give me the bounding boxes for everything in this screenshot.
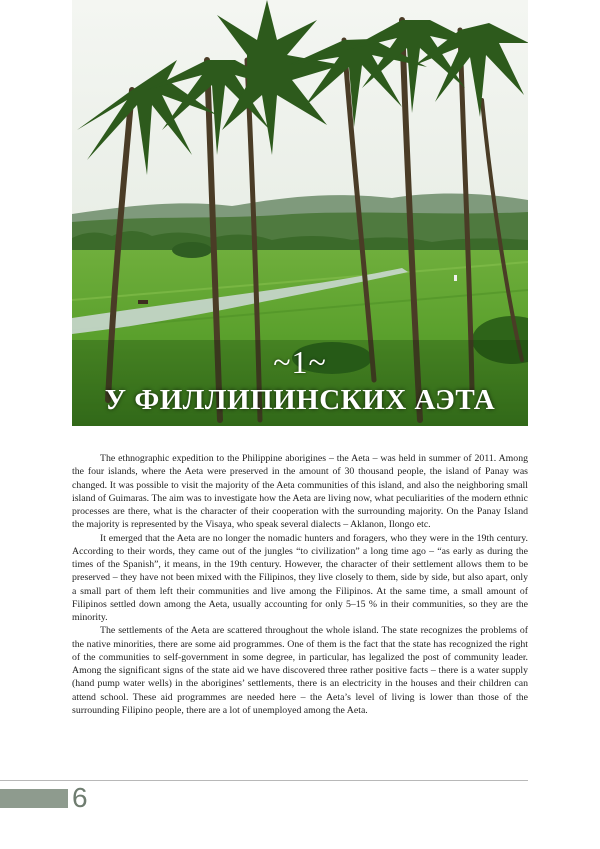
body-text (72, 452, 528, 717)
footer-rule (0, 780, 528, 781)
chapter-title: У ФИЛЛИПИНСКИХ АЭТА (104, 384, 496, 416)
paragraph: The settlements of the Aeta are scattered throughout the whole island. The state recognizes the problems of the native minorities, there are some aid programmes. One of them is the fact that the state has recognized the right of the communities to self-government in some degree, in particular, has legalized the post of community leader. Among the significant signs of the state aid we have discovered three rather positive facts – there is a water supply (hand pump water wells) in the aborigines’ settlements, there is an electricity in the houses and their children can attend school. These aid programmes are needed here – the Aeta’s level of living is lower than those of the surrounding Filipino people, there are a lot of unemployed among the Aeta. (72, 625, 528, 716)
paragraph: It emerged that the Aeta are no longer the nomadic hunters and foragers, who they were in the 19th century. According to their words, they came out of the jungles “to civilization” a long time ago – “as early as during the times of the Spanish”, it means, in the 19th century. However, the character of their settlement allows them to be preserved – they have not been mixed with the Filipinos, they live closely to them, side by side, but also apart, only a small part of them left their communities and live among the Filipinos. At the same time, a small amount of Filipinos settled down among the Aeta, usually accounting for only 5–15 % in their communities, so they are the minority. (72, 532, 528, 623)
chapter-number: ~1~ (273, 344, 327, 380)
chapter-photo (72, 0, 528, 426)
footer-bar (0, 789, 68, 808)
page-number: 6 (72, 782, 88, 813)
paragraph: The ethnographic expedition to the Philippine aborigines – the Aeta – was held in summer of 2011. Among the four islands, where the Aeta were preserved in the amount of 30 thousand people, the island of Panay was changed. It was possible to visit the majority of the Aeta communities of this island, and also the neighboring small island of Guimaras. The aim was to investigate how the Aeta are living now, what peculiarities of the modern ethnic processes are there, what is the character of their cooperation with the surrounding majority. On the Panay Island the majority is represented by the Visaya, who speak several dialects – Aklanon, Ilongo etc. (72, 453, 528, 531)
